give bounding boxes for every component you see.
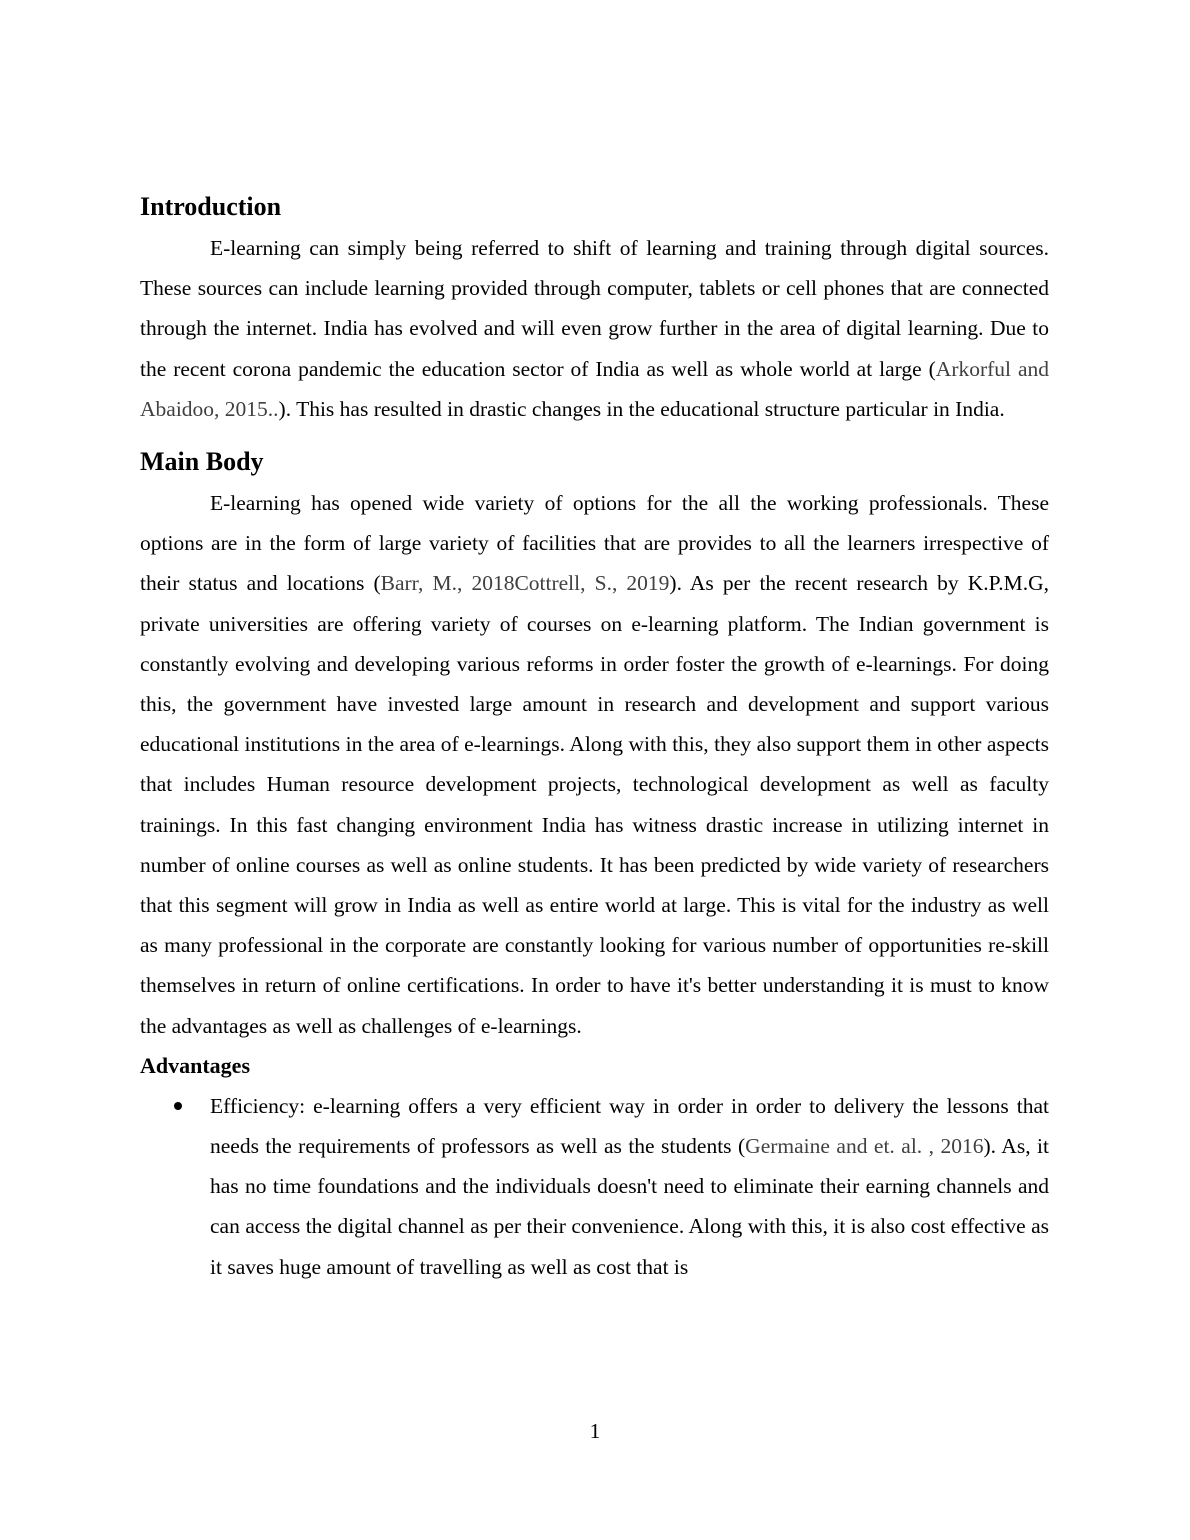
page-content [140,186,1049,1287]
advantage-text-1: Efficiency: e-learning offers a very efficient way in order in order to delivery the lessons that needs the requirements of professors as well as the students ( [210,1093,1049,1159]
advantages-list [140,1086,1049,1287]
introduction-text-2: ). This has resulted in drastic changes in the educational structure particular in India. [278,396,1005,421]
introduction-citation: Arkorful and Abaidoo, 2015.. [140,356,1049,421]
advantage-citation: Germaine and et. al. , 2016 [745,1134,984,1159]
main-body-text-2: ). As per the recent research by K.P.M.G, private universities are offering variety of courses on e-learning platform. The Indian government is constantly evolving and developing various reforms in order foster the growth of e-learnings. For doing this, the government have invested large amount in research and development and support various educational institutions in the area of e-learnings. Along with this, they also support them in other aspects that includes Human resource development projects, technological development as well as faculty trainings. In this fast changing environment India has witness drastic increase in utilizing internet in number of online courses as well as online students. It has been predicted by wide variety of researchers that this segment will grow in India as well as entire world at large. This is vital for the industry as well as many professional in the corporate are constantly looking for various number of opportunities re-skill themselves in return of online certifications. In order to have it's better understanding it is must to know the advantages as well as challenges of e-learnings. [140,571,1049,1038]
bullet-icon [174,1102,182,1110]
introduction-heading: Introduction [140,192,282,221]
main-body-text-1: E-learning has opened wide variety of options for the all the working professionals. These options are in the form of large variety of facilities that are provides to all the learners irrespective of their status and locations ( [140,491,1049,596]
introduction-text-1: E-learning can simply being referred to shift of learning and training through digital sources. These sources can include learning provided through computer, tablets or cell phones that are connected through the internet. India has evolved and will even grow further in the area of digital learning. Due to the recent corona pandemic the education sector of India as well as whole world at large ( [140,236,1049,381]
introduction-paragraph [140,228,1049,429]
main-body-citation: Barr, M., 2018Cottrell, S., 2019 [380,571,670,596]
main-body-paragraph [140,483,1049,1046]
section-spacer [140,429,1049,441]
main-body-heading: Main Body [140,447,264,477]
advantage-text-2: ). As, it has no time foundations and the individuals doesn't need to eliminate their earning channels and can access the digital channel as per their convenience. Along with this, it is also cost effective as it saves huge amount of travelling as well as cost that is [210,1134,1049,1279]
advantages-heading: Advantages [140,1052,251,1078]
list-item [140,1086,1049,1287]
page-number: 1 [589,1419,601,1443]
